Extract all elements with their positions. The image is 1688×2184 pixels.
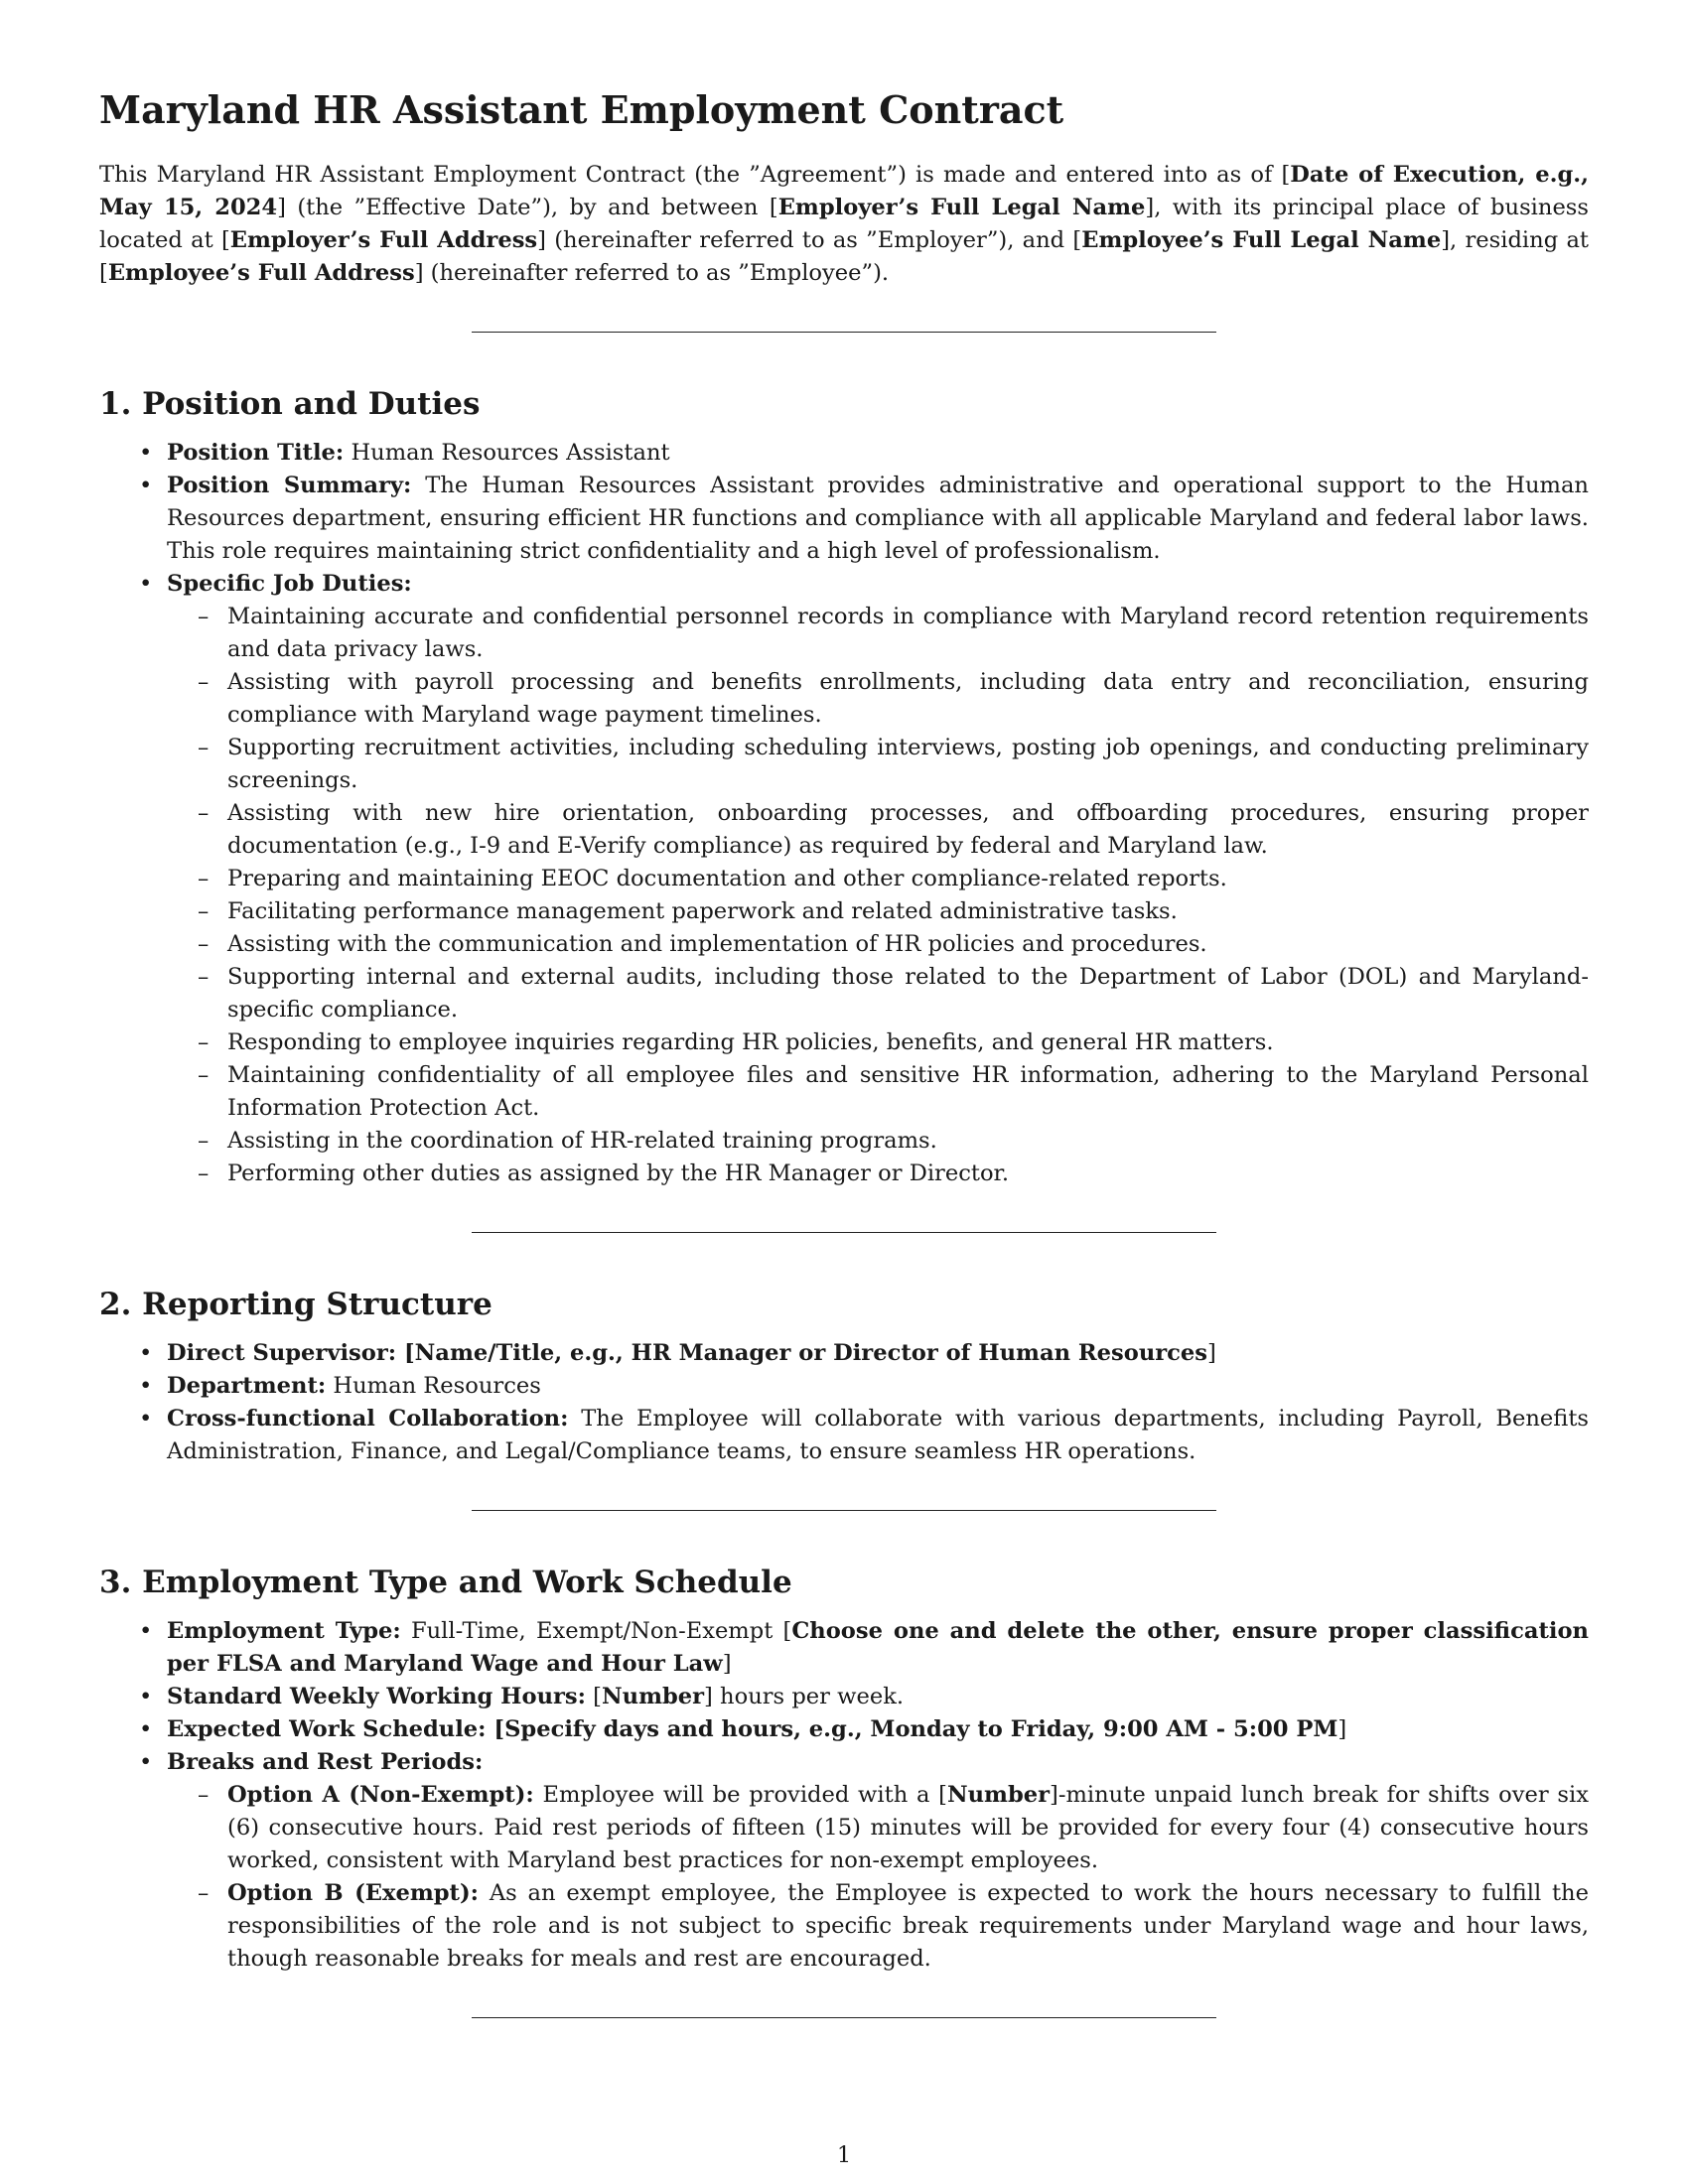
- item-label: Department:: [167, 1372, 327, 1399]
- list-item: [167, 1681, 1589, 1713]
- duty-item: – Responding to employee inquiries regarding HR policies, benefits, and general HR matters.: [227, 1026, 1589, 1059]
- list-item: [167, 568, 1589, 1190]
- intro-placeholder-employee-address: Employee’s Full Address: [107, 259, 415, 286]
- duty-item: – Supporting internal and external audits, including those related to the Department of Labor (DOL) and Maryland-specific compliance.: [227, 961, 1589, 1026]
- item-value: ]: [1337, 1716, 1347, 1743]
- option-a-item: [227, 1779, 1589, 1877]
- document-page: [99, 87, 1589, 2018]
- section-divider: [472, 1232, 1216, 1233]
- duty-item: – Maintaining accurate and confidential personnel records in compliance with Maryland record retention requirements and data privacy laws.: [227, 601, 1589, 666]
- item-value: The Employee will collaborate with various departments, including Payroll, Benefits Administration, Finance, and Legal/Compliance teams, to ensure seamless HR operations.: [167, 1405, 1589, 1464]
- intro-placeholder-employee-name: Employee’s Full Legal Name: [1081, 226, 1442, 253]
- item-value: Human Resources: [326, 1372, 541, 1399]
- section-divider: [472, 2017, 1216, 2018]
- document-title: Maryland HR Assistant Employment Contract: [99, 87, 1064, 132]
- intro-placeholder-date: Date of Execution, e.g., May 15, 2024: [99, 161, 1589, 220]
- intro-placeholder-employer-name: Employer’s Full Legal Name: [777, 194, 1146, 220]
- intro-text: ], residing at [: [99, 226, 1589, 286]
- section-reporting-structure: [99, 1287, 1589, 1468]
- item-label: Position Summary:: [167, 472, 412, 498]
- reporting-list: [99, 1337, 1589, 1468]
- duty-item: – Facilitating performance management paperwork and related administrative tasks.: [227, 895, 1589, 928]
- section-position-duties: [99, 386, 1589, 1190]
- duty-item: – Preparing and maintaining EEOC documentation and other compliance-related reports.: [227, 863, 1589, 895]
- item-value: Full-Time, Exempt/Non-Exempt [: [400, 1618, 792, 1645]
- item-value: [: [396, 1339, 415, 1366]
- option-placeholder: Number: [946, 1782, 1051, 1809]
- page-number: 1: [836, 2142, 852, 2168]
- item-label: Cross-functional Collaboration:: [167, 1405, 569, 1432]
- duty-item: – Assisting with new hire orientation, onboarding processes, and offboarding procedures, ensuring proper documentation (e.g., I-9 and E-Verify compliance) as required by federal and Maryland law.: [227, 797, 1589, 863]
- item-label: Breaks and Rest Periods:: [167, 1749, 484, 1776]
- duties-list: [167, 601, 1589, 1190]
- duty-item: – Supporting recruitment activities, including scheduling interviews, posting job openings, and conducting preliminary screenings.: [227, 732, 1589, 797]
- duty-item: – Assisting with payroll processing and benefits enrollments, including data entry and reconciliation, ensuring compliance with Maryland wage payment timelines.: [227, 666, 1589, 732]
- option-label: Option B (Exempt):: [227, 1880, 480, 1907]
- list-item: [167, 1403, 1589, 1468]
- list-item: [167, 1713, 1589, 1746]
- intro-paragraph: [99, 159, 1589, 290]
- item-value: ]: [1207, 1339, 1216, 1366]
- list-item: [167, 1746, 1589, 1976]
- item-value: The Human Resources Assistant provides administrative and operational support to the Human Resources department, ensuring efficient HR functions and compliance with all applicable Maryland and federal labor laws. This role requires maintaining strict confidentiality and a high level of professionalism.: [167, 472, 1589, 564]
- item-label: Specific Job Duties:: [167, 570, 412, 597]
- item-value: [: [585, 1684, 602, 1710]
- option-b-item: [227, 1877, 1589, 1976]
- option-text: ]-minute unpaid lunch break for shifts over six (6) consecutive hours. Paid rest periods of fifteen (15) minutes will be provided for every four (4) consecutive hours worked, consistent with Maryland best practices for non-exempt employees.: [227, 1782, 1589, 1874]
- item-placeholder: Name/Title, e.g., HR Manager or Director of Human Resources: [414, 1339, 1208, 1366]
- option-text: As an exempt employee, the Employee is expected to work the hours necessary to fulfill the responsibilities of the role and is not subject to specific break requirements under Maryland wage and hour laws, though reasonable breaks for meals and rest are encouraged.: [227, 1880, 1589, 1973]
- position-list: [99, 437, 1589, 1190]
- section-employment-type: [99, 1565, 1589, 1976]
- item-placeholder: Specify days and hours, e.g., Monday to Friday, 9:00 AM - 5:00 PM: [504, 1716, 1338, 1743]
- list-item: [167, 1370, 1589, 1403]
- item-value: ]: [722, 1651, 732, 1678]
- item-label: Standard Weekly Working Hours:: [167, 1684, 586, 1710]
- item-placeholder: Number: [601, 1684, 705, 1710]
- list-item: [167, 1337, 1589, 1370]
- item-value: ] hours per week.: [704, 1684, 905, 1710]
- item-value: Human Resources Assistant: [344, 439, 670, 466]
- duty-item: – Performing other duties as assigned by the HR Manager or Director.: [227, 1158, 1589, 1190]
- duty-item: – Assisting in the coordination of HR-related training programs.: [227, 1125, 1589, 1158]
- item-placeholder: Choose one and delete the other, ensure proper classification per FLSA and Maryland Wage and Hour Law: [167, 1618, 1589, 1678]
- item-label: Position Title:: [167, 439, 345, 466]
- intro-text: ] (hereinafter referred to as ”Employee”).: [414, 259, 890, 286]
- option-label: Option A (Non-Exempt):: [227, 1782, 534, 1809]
- item-label: Employment Type:: [167, 1618, 401, 1645]
- list-item: [167, 1615, 1589, 1681]
- intro-placeholder-employer-address: Employer’s Full Address: [229, 226, 538, 253]
- intro-text: ], with its principal place of business located at [: [99, 194, 1590, 253]
- section-divider: [472, 1510, 1216, 1511]
- list-item: [167, 470, 1589, 568]
- item-value: [: [486, 1716, 505, 1743]
- breaks-options-list: [167, 1779, 1589, 1976]
- section-divider: [472, 332, 1216, 333]
- section-heading: 2. Reporting Structure: [99, 1286, 492, 1322]
- option-text: Employee will be provided with a [: [533, 1782, 947, 1809]
- list-item: [167, 437, 1589, 470]
- duty-item: – Maintaining confidentiality of all employee files and sensitive HR information, adhering to the Maryland Personal Information Protection Act.: [227, 1059, 1589, 1125]
- section-heading: 1. Position and Duties: [99, 385, 481, 422]
- intro-text: ] (the ”Effective Date”), by and between [: [277, 194, 778, 220]
- duty-item: – Assisting with the communication and implementation of HR policies and procedures.: [227, 928, 1589, 961]
- item-label: Direct Supervisor:: [167, 1339, 397, 1366]
- section-heading: 3. Employment Type and Work Schedule: [99, 1564, 792, 1600]
- intro-text: This Maryland HR Assistant Employment Contract (the ”Agreement”) is made and entered into as of [: [99, 161, 1291, 188]
- item-label: Expected Work Schedule:: [167, 1716, 487, 1743]
- intro-text: ] (hereinafter referred to as ”Employer”), and [: [537, 226, 1082, 253]
- employment-list: [99, 1615, 1589, 1976]
